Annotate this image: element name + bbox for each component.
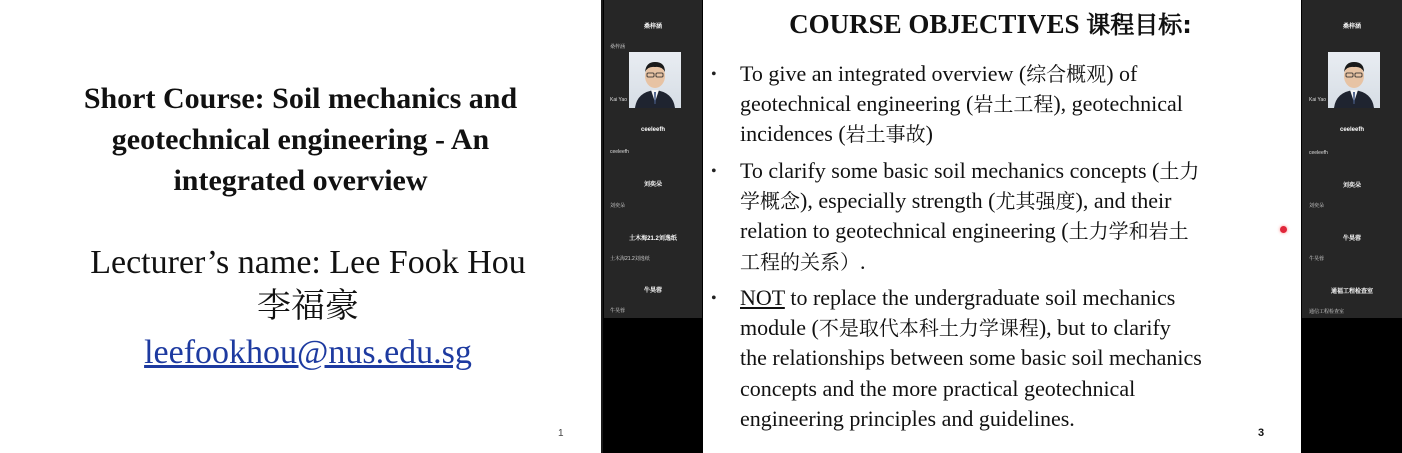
left-slide	[0, 0, 601, 453]
bullet-1: To give an integrated overview (综合概观) of geotechnical engineering (岩土工程), geotechnical incidences (岩土事故)	[740, 61, 1183, 147]
bullet-dot: •	[711, 290, 717, 307]
participant-label: Kai Yao	[610, 97, 628, 103]
participant-name: 牛昊蓉	[643, 288, 662, 294]
participant-panel-left	[604, 0, 702, 318]
participant-name: 桑梓涵	[643, 24, 662, 30]
lecturer-email-link[interactable]: leefookhou@nus.edu.sg	[144, 334, 472, 371]
participant-label: 牛昊蓉	[610, 308, 626, 314]
participant-label: 刘奕朵	[610, 203, 626, 209]
person-icon	[1328, 52, 1380, 108]
bullet-3: NOT to replace the undergraduate soil mechanics module (不是取代本科土力学课程), but to clarify the relationships between some basic soil mechanics concepts and the more practical geotechnical engineering principles and guidelines.	[740, 285, 1202, 431]
participant-label: 桑梓涵	[610, 44, 626, 50]
participant-label: 牛昊蓉	[1309, 256, 1325, 262]
bullet-dot: •	[711, 66, 717, 83]
participant-video-avatar[interactable]	[1328, 52, 1380, 108]
participant-label: ceeleefh	[1309, 150, 1328, 156]
participant-name: 桑梓涵	[1342, 24, 1361, 30]
participant-label: 土木海21.2刘逸纸	[610, 256, 650, 262]
participant-video-avatar[interactable]	[629, 52, 681, 108]
participant-label: Kai Yao	[1309, 97, 1327, 103]
screen-divider	[601, 0, 603, 453]
participant-name: ceeleefh	[640, 127, 665, 133]
title-line-1: Short Course: Soil mechanics and	[83, 82, 518, 115]
participant-name: 刘奕朵	[1342, 183, 1361, 189]
participant-panel-right	[1302, 0, 1402, 318]
lecturer-name: Lecturer’s name: Lee Fook Hou	[90, 244, 526, 281]
participant-name: 牛昊蓉	[1342, 236, 1361, 242]
participant-label: 刘奕朵	[1309, 203, 1325, 209]
participant-name: 刘奕朵	[643, 182, 662, 188]
lecturer-chinese-name: 李福豪	[257, 286, 359, 326]
title-line-3: integrated overview	[173, 164, 428, 197]
bullet-dot: •	[711, 163, 717, 180]
participant-label: ceeleefh	[610, 149, 629, 155]
slide-title	[703, 8, 1278, 41]
slide-title-english: COURSE OBJECTIVES	[789, 9, 1080, 39]
participant-label: 通信工程检查室	[1309, 309, 1345, 315]
participant-name: ceeleefh	[1339, 127, 1364, 133]
left-slide-page-number: 1	[558, 428, 564, 439]
slide-title-chinese: 课程目标:	[1086, 11, 1192, 39]
title-line-2: geotechnical engineering - An	[111, 123, 490, 156]
person-icon	[629, 52, 681, 108]
course-title	[0, 78, 601, 201]
right-slide-page-number: 3	[1258, 427, 1265, 439]
participant-name: 土木海21.2刘逸纸	[629, 236, 677, 242]
participant-name: 通福工程检查室	[1330, 289, 1373, 295]
bullet-2: To clarify some basic soil mechanics concepts (土力 学概念), especially strength (尤其强度), and their relation to geotechnical engineering (土力学和岩土 工程的关系）.	[740, 158, 1200, 274]
right-slide	[703, 0, 1301, 453]
laser-pointer-dot	[1280, 226, 1287, 233]
